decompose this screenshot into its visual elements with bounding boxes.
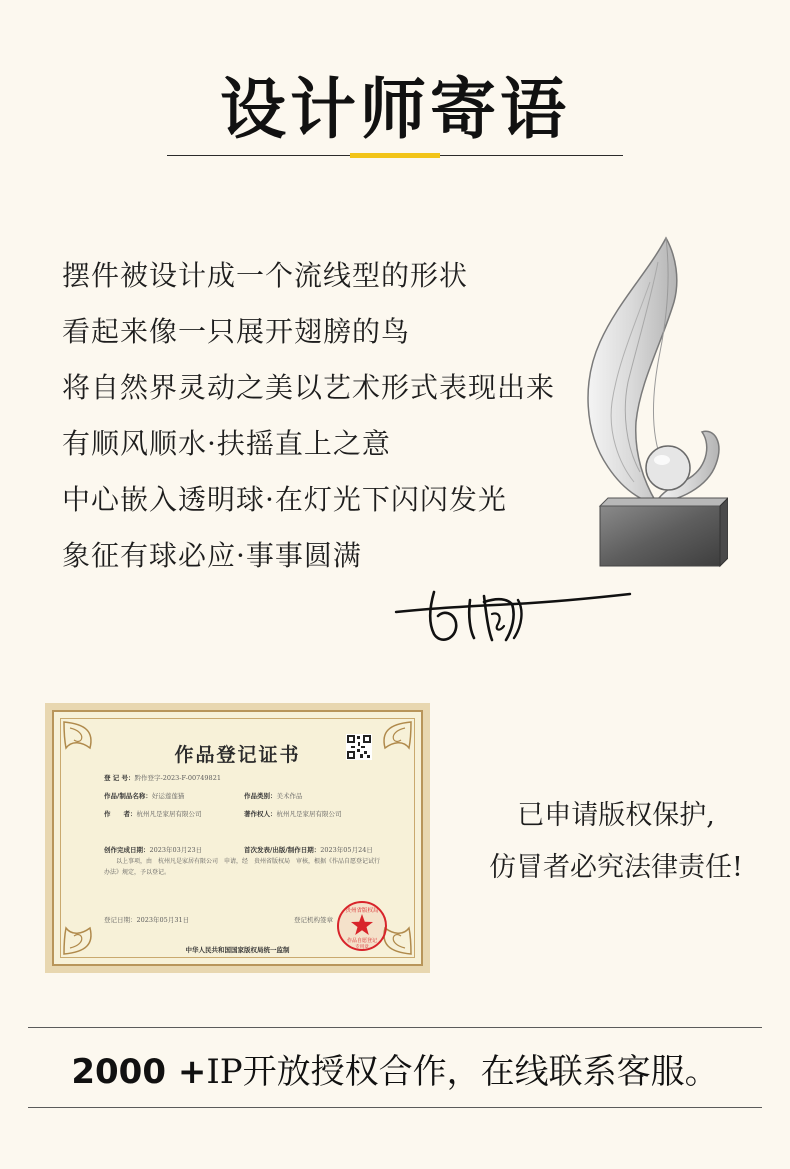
official-seal-icon	[336, 900, 388, 952]
footer-banner	[0, 1044, 790, 1093]
poem-line: 摆件被设计成一个流线型的形状	[62, 259, 469, 292]
poem-line: 将自然界灵动之美以艺术形式表现出来	[62, 371, 556, 404]
qr-code-icon	[346, 734, 372, 760]
poem-line: 有顺风顺水·扶摇直上之意	[62, 427, 391, 460]
seal-text: 专用章	[355, 945, 369, 950]
designer-message	[62, 248, 555, 584]
page-title: 设计师寄语	[220, 71, 570, 148]
certificate-author: 作 者：杭州凡是家居有限公司	[104, 810, 202, 818]
poem-line: 看起来像一只展开翅膀的鸟	[62, 315, 411, 348]
certificate-frame	[52, 710, 423, 966]
sculpture-sketch	[578, 232, 728, 572]
footer-number: 2000 +	[71, 1052, 207, 1092]
copyright-claim	[458, 790, 774, 894]
footer-top-divider	[28, 1027, 762, 1028]
certificate-owner: 著作权人：杭州凡是家居有限公司	[244, 810, 342, 818]
poem-line: 象征有球必应·事事圆满	[62, 539, 362, 572]
seal-text: 贵州省版权局	[345, 908, 379, 914]
certificate-created-date: 创作完成日期：2023年03月23日	[104, 846, 203, 854]
claim-line: 仿冒者必究法律责任!	[489, 852, 743, 883]
copyright-certificate	[45, 703, 430, 973]
certificate-work-name: 作品/制品名称：好运莲莲猫	[104, 792, 185, 800]
certificate-issuer: 中华人民共和国国家版权局统一监制	[185, 946, 290, 954]
designer-signature	[394, 582, 634, 652]
seal-text: 作品自愿登记	[346, 938, 378, 944]
poem-line: 中心嵌入透明球·在灯光下闪闪发光	[62, 483, 507, 516]
certificate-category: 作品类别：美术作品	[244, 792, 303, 800]
certificate-body: 以上事项，由 杭州凡是家居有限公司 申请，经 贵州省版权局 审核，根据《作品自愿登记试行	[116, 858, 381, 865]
certificate-registration-date: 登记日期：2023年05月31日	[104, 916, 190, 924]
certificate-published-date: 首次发表/出版/制作日期：2023年05月24日	[244, 846, 373, 854]
certificate-registration-no: 登 记 号：黔作登字-2023-F-00749821	[104, 774, 221, 782]
certificate-title: 作品登记证书	[174, 744, 301, 766]
claim-line: 已申请版权保护,	[517, 800, 715, 831]
title-accent-bar	[350, 153, 440, 158]
footer-bottom-divider	[28, 1107, 762, 1108]
certificate-body: 办法》规定，予以登记。	[104, 869, 171, 876]
certificate-agency-stamp-label: 登记机构签章	[294, 916, 333, 924]
footer-text: IP开放授权合作，在线联系客服。	[206, 1052, 719, 1092]
